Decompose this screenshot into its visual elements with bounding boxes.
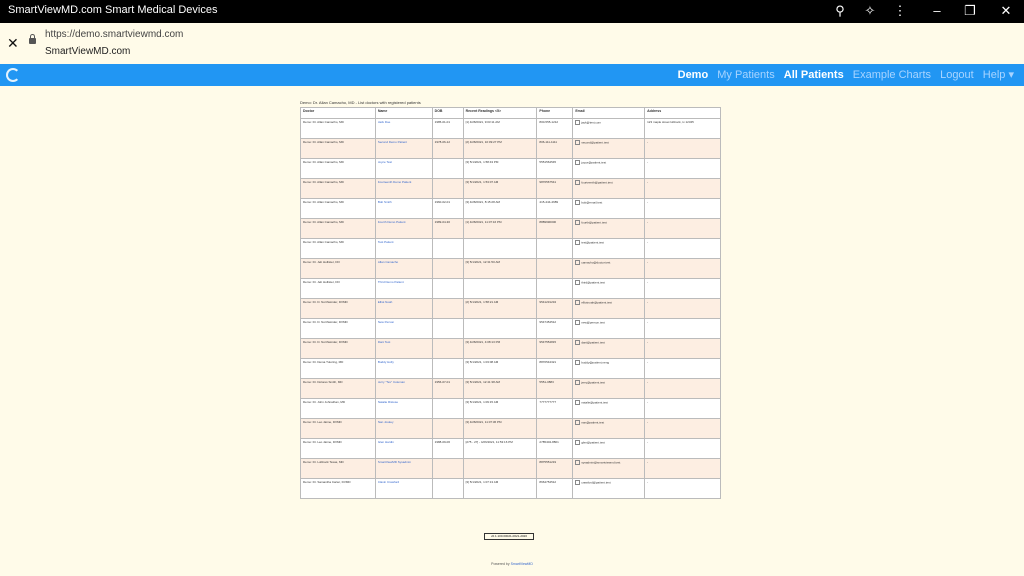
- cell-readings: [463, 279, 537, 299]
- table-row: [301, 139, 721, 159]
- lock-icon: [29, 38, 36, 44]
- cell-dob: [432, 319, 463, 339]
- cell-address: -: [645, 479, 721, 499]
- table-row: [301, 379, 721, 399]
- email-checkbox[interactable]: [575, 400, 580, 405]
- table-caption: Demo: Dr. Allan Camacho, MD - List doctors with registered patients: [300, 100, 421, 105]
- cell-name[interactable]: Dani Test: [375, 339, 432, 359]
- cell-name[interactable]: Test Patient: [375, 239, 432, 259]
- cell-dob: [432, 419, 463, 439]
- cell-name[interactable]: Glen Hardin: [375, 439, 432, 459]
- cell-doctor: Demo: Dr. Jeb Hollister, DO: [301, 279, 376, 299]
- nav-all-patients[interactable]: All Patients: [783, 69, 844, 81]
- cell-doctor: Demo: Dr. John Johnathan, MD: [301, 399, 376, 419]
- table-row: [301, 119, 721, 139]
- cell-address: -: [645, 299, 721, 319]
- email-text: jack@test.com: [581, 120, 602, 125]
- email-checkbox[interactable]: [575, 160, 580, 165]
- cell-address: -: [645, 199, 721, 219]
- cell-doctor: Demo: Dr. Samantha Carter, DVMD: [301, 479, 376, 499]
- cell-doctor: Demo: Dr. Dolores Smith, MD: [301, 379, 376, 399]
- window-titlebar: [0, 0, 1024, 23]
- cell-name[interactable]: Elliot Noah: [375, 299, 432, 319]
- cell-doctor: Demo: Dr. Dema Tutoring, MD: [301, 359, 376, 379]
- cell-readings: [463, 459, 537, 479]
- email-checkbox[interactable]: [575, 480, 580, 485]
- email-text: elliotnoah@patient.test: [581, 300, 612, 305]
- cell-dob: 1989-04-30: [432, 219, 463, 239]
- email-checkbox[interactable]: [575, 260, 580, 265]
- cell-address: -: [645, 139, 721, 159]
- cell-dob: [432, 479, 463, 499]
- table-row: [301, 359, 721, 379]
- table-row: [301, 399, 721, 419]
- cell-name[interactable]: Clavin Crawford: [375, 479, 432, 499]
- cell-dob: [432, 179, 463, 199]
- email-text: natalie@patient.test: [581, 400, 608, 405]
- cell-dob: 1988-09-06: [432, 439, 463, 459]
- email-text: camacho@doctor.test: [581, 260, 611, 265]
- cell-readings: [3] 5/1/2021, 1:03:08 AM: [463, 359, 537, 379]
- table-row: [301, 239, 721, 259]
- header-readings[interactable]: Recent Readings <5>: [463, 108, 537, 119]
- nav-example-charts[interactable]: Example Charts: [852, 69, 932, 81]
- nav-help[interactable]: Help ▾: [982, 69, 1014, 81]
- cell-readings: [3] 5/1/2021, 1:53:07 AM: [463, 179, 537, 199]
- search-icon[interactable]: ⚲: [835, 3, 845, 18]
- cell-name[interactable]: Jerry "Tex" Coleman: [375, 379, 432, 399]
- cell-address: -: [645, 419, 721, 439]
- cell-email: [573, 299, 645, 319]
- address-bar: [0, 23, 1024, 64]
- cell-readings: [1] 4/28/2021, 11:07:16 PM: [463, 219, 537, 239]
- email-checkbox[interactable]: [575, 240, 580, 245]
- table-row: [301, 259, 721, 279]
- more-menu-icon[interactable]: ⋮: [893, 3, 907, 18]
- email-checkbox[interactable]: [575, 120, 580, 125]
- url-text[interactable]: https://demo.smartviewmd.com: [45, 29, 184, 40]
- patients-table: [300, 107, 721, 499]
- cell-name[interactable]: Jack Doe: [375, 119, 432, 139]
- header-phone[interactable]: Phone: [537, 108, 573, 119]
- cell-phone: 5551564545: [537, 159, 573, 179]
- cell-phone: 8889990000: [537, 219, 573, 239]
- cell-phone: [537, 259, 573, 279]
- table-row: [301, 419, 721, 439]
- close-icon[interactable]: ✕: [7, 35, 19, 51]
- cell-email: [573, 199, 645, 219]
- cell-phone: 9547454512: [537, 319, 573, 339]
- cell-address: -: [645, 279, 721, 299]
- header-email[interactable]: Email: [573, 108, 645, 119]
- cell-doctor: Demo: Dr. Allan Camacho, MD: [301, 139, 376, 159]
- table-row: [301, 479, 721, 499]
- cell-address: -: [645, 159, 721, 179]
- cell-email: [573, 239, 645, 259]
- cell-name[interactable]: Fourth Demo Patient: [375, 219, 432, 239]
- window-title: SmartViewMD.com Smart Medical Devices: [8, 4, 218, 16]
- cell-phone: 9541231234: [537, 299, 573, 319]
- cell-email: [573, 319, 645, 339]
- email-text: joyce@patient.test: [581, 160, 607, 165]
- email-checkbox[interactable]: [575, 460, 580, 465]
- cell-readings: [3] 4/28/2021, 4:08:13 PM: [463, 339, 537, 359]
- cell-address: -: [645, 459, 721, 479]
- cell-address: 123 maple street lubbock, tx 12345: [645, 119, 721, 139]
- cell-name[interactable]: Bob Smith: [375, 199, 432, 219]
- email-checkbox[interactable]: [575, 360, 580, 365]
- cell-doctor: Demo: Dr. Allan Camacho, MD: [301, 119, 376, 139]
- footer: [0, 562, 1024, 566]
- email-checkbox[interactable]: [575, 200, 580, 205]
- footer-prefix: Powered by: [491, 562, 510, 566]
- cell-phone: 8870544321: [537, 359, 573, 379]
- cell-address: -: [645, 219, 721, 239]
- cell-doctor: Demo: Dr. Allan Camacho, MD: [301, 179, 376, 199]
- extensions-icon[interactable]: ✧: [864, 3, 876, 18]
- cell-dob: [432, 159, 463, 179]
- email-checkbox[interactable]: [575, 440, 580, 445]
- cell-readings: [463, 239, 537, 259]
- cell-readings: [3] 5/1/2021, 12:31:50 AM: [463, 259, 537, 279]
- email-text: jerry@patient.test: [581, 380, 605, 385]
- cell-phone: 800-555-1212: [537, 119, 573, 139]
- cell-dob: 1956-07-01: [432, 379, 463, 399]
- email-text: third@patient.test: [581, 280, 605, 285]
- footer-link[interactable]: SmartViewMD: [510, 562, 533, 566]
- email-text: bob@email.test: [581, 200, 603, 205]
- cell-email: [573, 439, 645, 459]
- cell-email: [573, 119, 645, 139]
- site-name: SmartViewMD.com: [45, 46, 131, 57]
- cell-readings: [2] 4/28/2021, 10:09:27 PM: [463, 139, 537, 159]
- cell-readings: [2] 5/1/2021, 1:58:21 AM: [463, 299, 537, 319]
- email-checkbox[interactable]: [575, 220, 580, 225]
- cell-doctor: Demo: Dr. Allan Camacho, MD: [301, 219, 376, 239]
- table-row: [301, 179, 721, 199]
- cell-phone: 8664754512: [537, 479, 573, 499]
- email-text: glen@patient.test: [581, 440, 605, 445]
- email-checkbox[interactable]: [575, 420, 580, 425]
- cell-email: [573, 339, 645, 359]
- cell-address: -: [645, 239, 721, 259]
- cell-name[interactable]: Fourteenth Demo Patient: [375, 179, 432, 199]
- cell-doctor: Demo: Dr. D. Northwinder, DVMD: [301, 299, 376, 319]
- table-row: [301, 279, 721, 299]
- cell-phone: 7777777777: [537, 399, 573, 419]
- header-name[interactable]: Name: [375, 108, 432, 119]
- email-text: second@patient.test: [581, 140, 609, 145]
- cell-email: [573, 459, 645, 479]
- email-text: sysadmin@smartviewmd.test: [581, 460, 621, 465]
- table-row: [301, 339, 721, 359]
- cell-email: [573, 179, 645, 199]
- app-navbar: [0, 64, 1024, 86]
- cell-dob: [432, 239, 463, 259]
- table-header-row: [301, 108, 721, 119]
- cell-phone: 415-444-4689: [537, 199, 573, 219]
- cell-dob: 1978-06-12: [432, 139, 463, 159]
- cell-doctor: Demo: Dr. Jeb Hollister, DO: [301, 259, 376, 279]
- cell-doctor: Demo: Dr. D. Northwinder, DVMD: [301, 339, 376, 359]
- cell-name[interactable]: Joyce Test: [375, 159, 432, 179]
- cell-doctor: Demo: Dr. Lubbock Texas, MD: [301, 459, 376, 479]
- cell-address: -: [645, 399, 721, 419]
- cell-name[interactable]: New Person: [375, 319, 432, 339]
- cell-phone: 2785404-8801: [537, 439, 573, 459]
- cell-address: -: [645, 439, 721, 459]
- table-row: [301, 159, 721, 179]
- cell-readings: [3] 5/1/2021, 12:41:38 AM: [463, 379, 537, 399]
- cell-readings: [3] 5/1/2021, 1:09:15 AM: [463, 399, 537, 419]
- cell-dob: [432, 399, 463, 419]
- cell-phone: 9876567541: [537, 179, 573, 199]
- table-row: [301, 219, 721, 239]
- cell-address: -: [645, 379, 721, 399]
- table-row: [301, 199, 721, 219]
- cell-doctor: Demo: Dr. Allan Camacho, MD: [301, 159, 376, 179]
- cell-doctor: Demo: Dr. Leo Jaime, DVMD: [301, 439, 376, 459]
- table-row: [301, 299, 721, 319]
- cell-email: [573, 479, 645, 499]
- header-doctor[interactable]: Doctor: [301, 108, 376, 119]
- minimize-button[interactable]: –: [933, 3, 941, 18]
- nav-logout[interactable]: Logout: [940, 69, 974, 81]
- cell-name[interactable]: SmartViewMD Sysadmin: [375, 459, 432, 479]
- email-checkbox[interactable]: [575, 380, 580, 385]
- cell-name[interactable]: Allan Camacho: [375, 259, 432, 279]
- header-dob[interactable]: DOB: [432, 108, 463, 119]
- cell-phone: 806-111-1111: [537, 139, 573, 159]
- email-checkbox[interactable]: [575, 300, 580, 305]
- cell-doctor: Demo: Dr. Allan Camacho, MD: [301, 239, 376, 259]
- nav-my-patients[interactable]: My Patients: [717, 69, 775, 81]
- table-row: [301, 459, 721, 479]
- cell-dob: [432, 459, 463, 479]
- cell-address: -: [645, 339, 721, 359]
- cell-phone: [537, 419, 573, 439]
- email-checkbox[interactable]: [575, 180, 580, 185]
- table-row: [301, 319, 721, 339]
- header-address[interactable]: Address: [645, 108, 721, 119]
- cell-dob: [432, 259, 463, 279]
- cell-name[interactable]: Nan Joskey: [375, 419, 432, 439]
- email-text: test@patient.test: [581, 240, 604, 245]
- cell-readings: [1] 4/28/2021, 9:03:11 AM: [463, 119, 537, 139]
- cell-name[interactable]: Natalie Ristose: [375, 399, 432, 419]
- cell-address: -: [645, 319, 721, 339]
- cell-name[interactable]: Buddy Holly: [375, 359, 432, 379]
- nav-links: [672, 68, 1014, 81]
- app-logo-icon[interactable]: [6, 68, 20, 82]
- cell-dob: 1960-02-01: [432, 199, 463, 219]
- cell-email: [573, 419, 645, 439]
- cell-doctor: Demo: Dr. Allan Camacho, MD: [301, 199, 376, 219]
- close-window-button[interactable]: ✕: [1000, 3, 1012, 18]
- cell-email: [573, 399, 645, 419]
- cell-readings: [463, 319, 537, 339]
- email-text: fourth@patient.test: [581, 220, 607, 225]
- cell-dob: [432, 339, 463, 359]
- cell-email: [573, 259, 645, 279]
- cell-doctor: Demo: Dr. Leo Jaime, DVMD: [301, 419, 376, 439]
- cell-doctor: Demo: Dr. D. Northwinder, DVMD: [301, 319, 376, 339]
- cell-readings: [275 - 27] - 4/26/2021, 11:53:16 PM: [463, 439, 537, 459]
- restore-button[interactable]: ❐: [964, 3, 976, 18]
- cell-phone: [537, 279, 573, 299]
- cell-readings: [3] 5/1/2021, 1:58:43 PM: [463, 159, 537, 179]
- cell-name[interactable]: Third Demo Patient: [375, 279, 432, 299]
- cell-readings: [3] 4/28/2021, 8:15:28 AM: [463, 199, 537, 219]
- cell-email: [573, 279, 645, 299]
- cell-address: -: [645, 259, 721, 279]
- cell-email: [573, 379, 645, 399]
- cell-phone: 5551-0883: [537, 379, 573, 399]
- email-text: dani@patient.test: [581, 340, 605, 345]
- email-checkbox[interactable]: [575, 140, 580, 145]
- cell-address: -: [645, 179, 721, 199]
- cell-phone: [537, 239, 573, 259]
- email-text: buddy@patient.neng: [581, 360, 610, 365]
- email-text: fourteenth@patient.test: [581, 180, 613, 185]
- cell-dob: [432, 299, 463, 319]
- cell-email: [573, 219, 645, 239]
- cell-readings: [3] 4/28/2021, 11:07:36 PM: [463, 419, 537, 439]
- cell-dob: [432, 359, 463, 379]
- cell-email: [573, 359, 645, 379]
- cell-name[interactable]: Second Demo Patient: [375, 139, 432, 159]
- table-row: [301, 439, 721, 459]
- email-text: new@person.test: [581, 320, 605, 325]
- email-text: nan@patient.test: [581, 420, 605, 425]
- cell-address: -: [645, 359, 721, 379]
- cell-dob: 1985-01-01: [432, 119, 463, 139]
- cell-phone: 8875551219: [537, 459, 573, 479]
- cell-dob: [432, 279, 463, 299]
- version-badge: v0.1.100.00021-0021-2020: [484, 533, 534, 540]
- cell-phone: 9547554815: [537, 339, 573, 359]
- cell-email: [573, 139, 645, 159]
- email-checkbox[interactable]: [575, 280, 580, 285]
- nav-demo[interactable]: Demo: [677, 69, 709, 81]
- cell-readings: [3] 5/1/2021, 1:07:13 AM: [463, 479, 537, 499]
- email-text: crawford@patient.test: [581, 480, 611, 485]
- cell-email: [573, 159, 645, 179]
- email-checkbox[interactable]: [575, 340, 580, 345]
- email-checkbox[interactable]: [575, 320, 580, 325]
